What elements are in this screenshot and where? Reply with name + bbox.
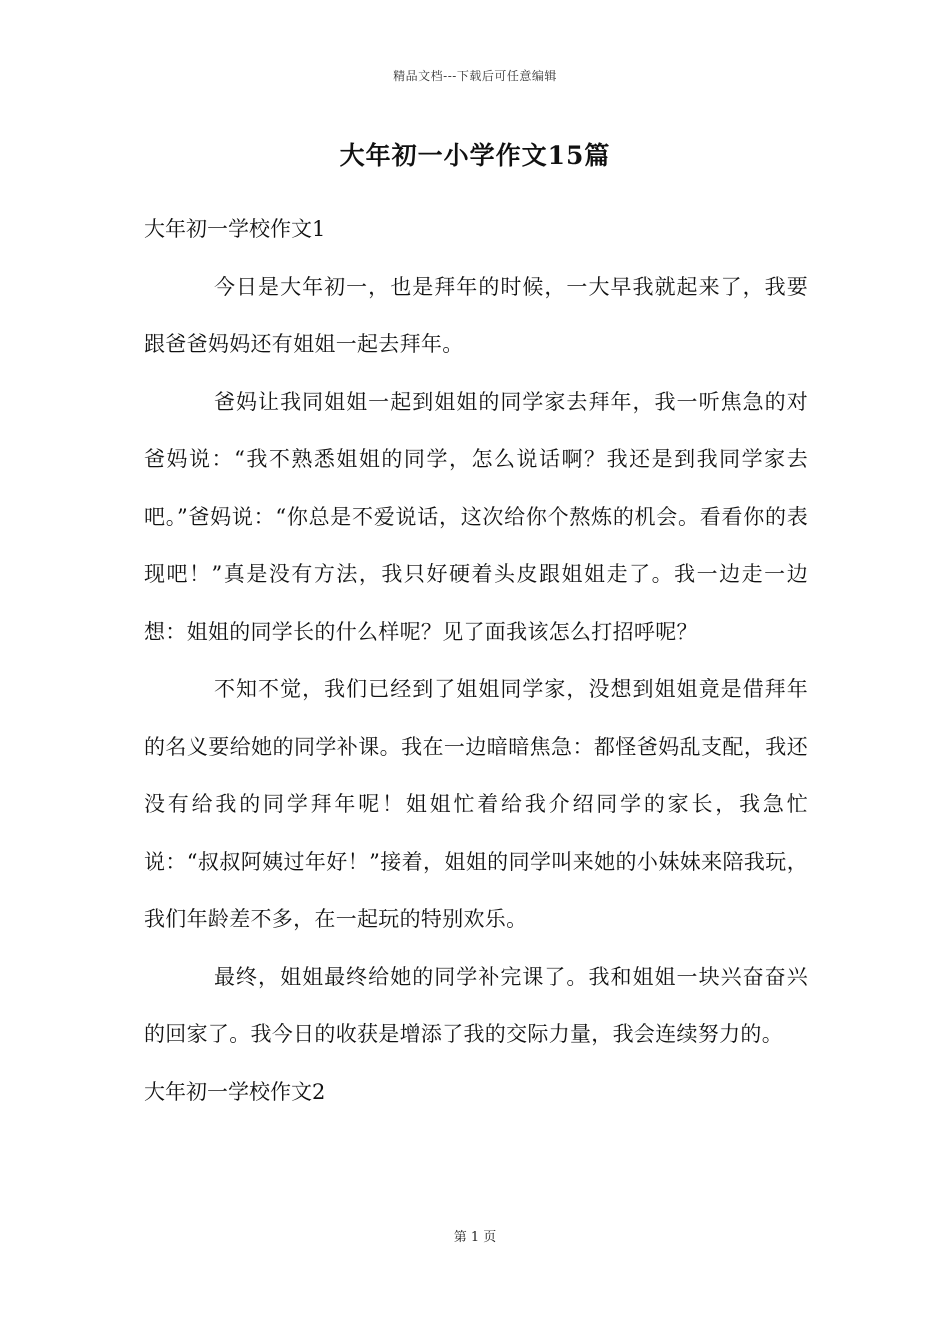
section-2 [144,1064,808,1122]
paragraph: 不知不觉，我们已经到了姐姐同学家，没想到姐姐竟是借拜年的名义要给她的同学补课。我在一边暗暗焦急：都怪爸妈乱支配，我还没有给我的同学拜年呢！姐姐忙着给我介绍同学的家长，我急忙说：“叔叔阿姨过年好！”接着，姐姐的同学叫来她的小妹妹来陪我玩，我们年龄差不多，在一起玩的特别欢乐。 [144,677,808,931]
page-number: 第 1 页 [453,1230,497,1245]
paragraph: 今日是大年初一，也是拜年的时候，一大早我就起来了，我要跟爸爸妈妈还有姐姐一起去拜年。 [144,274,808,356]
paragraph: 爸妈让我同姐姐一起到姐姐的同学家去拜年，我一听焦急的对爸妈说：“我不熟悉姐姐的同学，怎么说话啊？我还是到我同学家去吧。”爸妈说：“你总是不爱说话，这次给你个熬炼的机会。看看你的表现吧！”真是没有方法，我只好硬着头皮跟姐姐走了。我一边走一边想：姐姐的同学长的什么样呢？见了面我该怎么打招呼呢？ [144,389,808,644]
section-heading: 大年初一学校作文2 [144,1079,326,1104]
paragraph: 最终，姐姐最终给她的同学补完课了。我和姐姐一块兴奋奋兴的回家了。我今日的收获是增添了我的交际力量，我会连续努力的。 [144,964,808,1046]
section-heading: 大年初一学校作文1 [144,217,326,241]
document-body [144,201,808,1121]
document-title: 大年初一小学作文15篇 [339,141,611,170]
header-note: 精品文档---下载后可任意编辑 [393,69,557,83]
section-1 [144,201,808,1064]
